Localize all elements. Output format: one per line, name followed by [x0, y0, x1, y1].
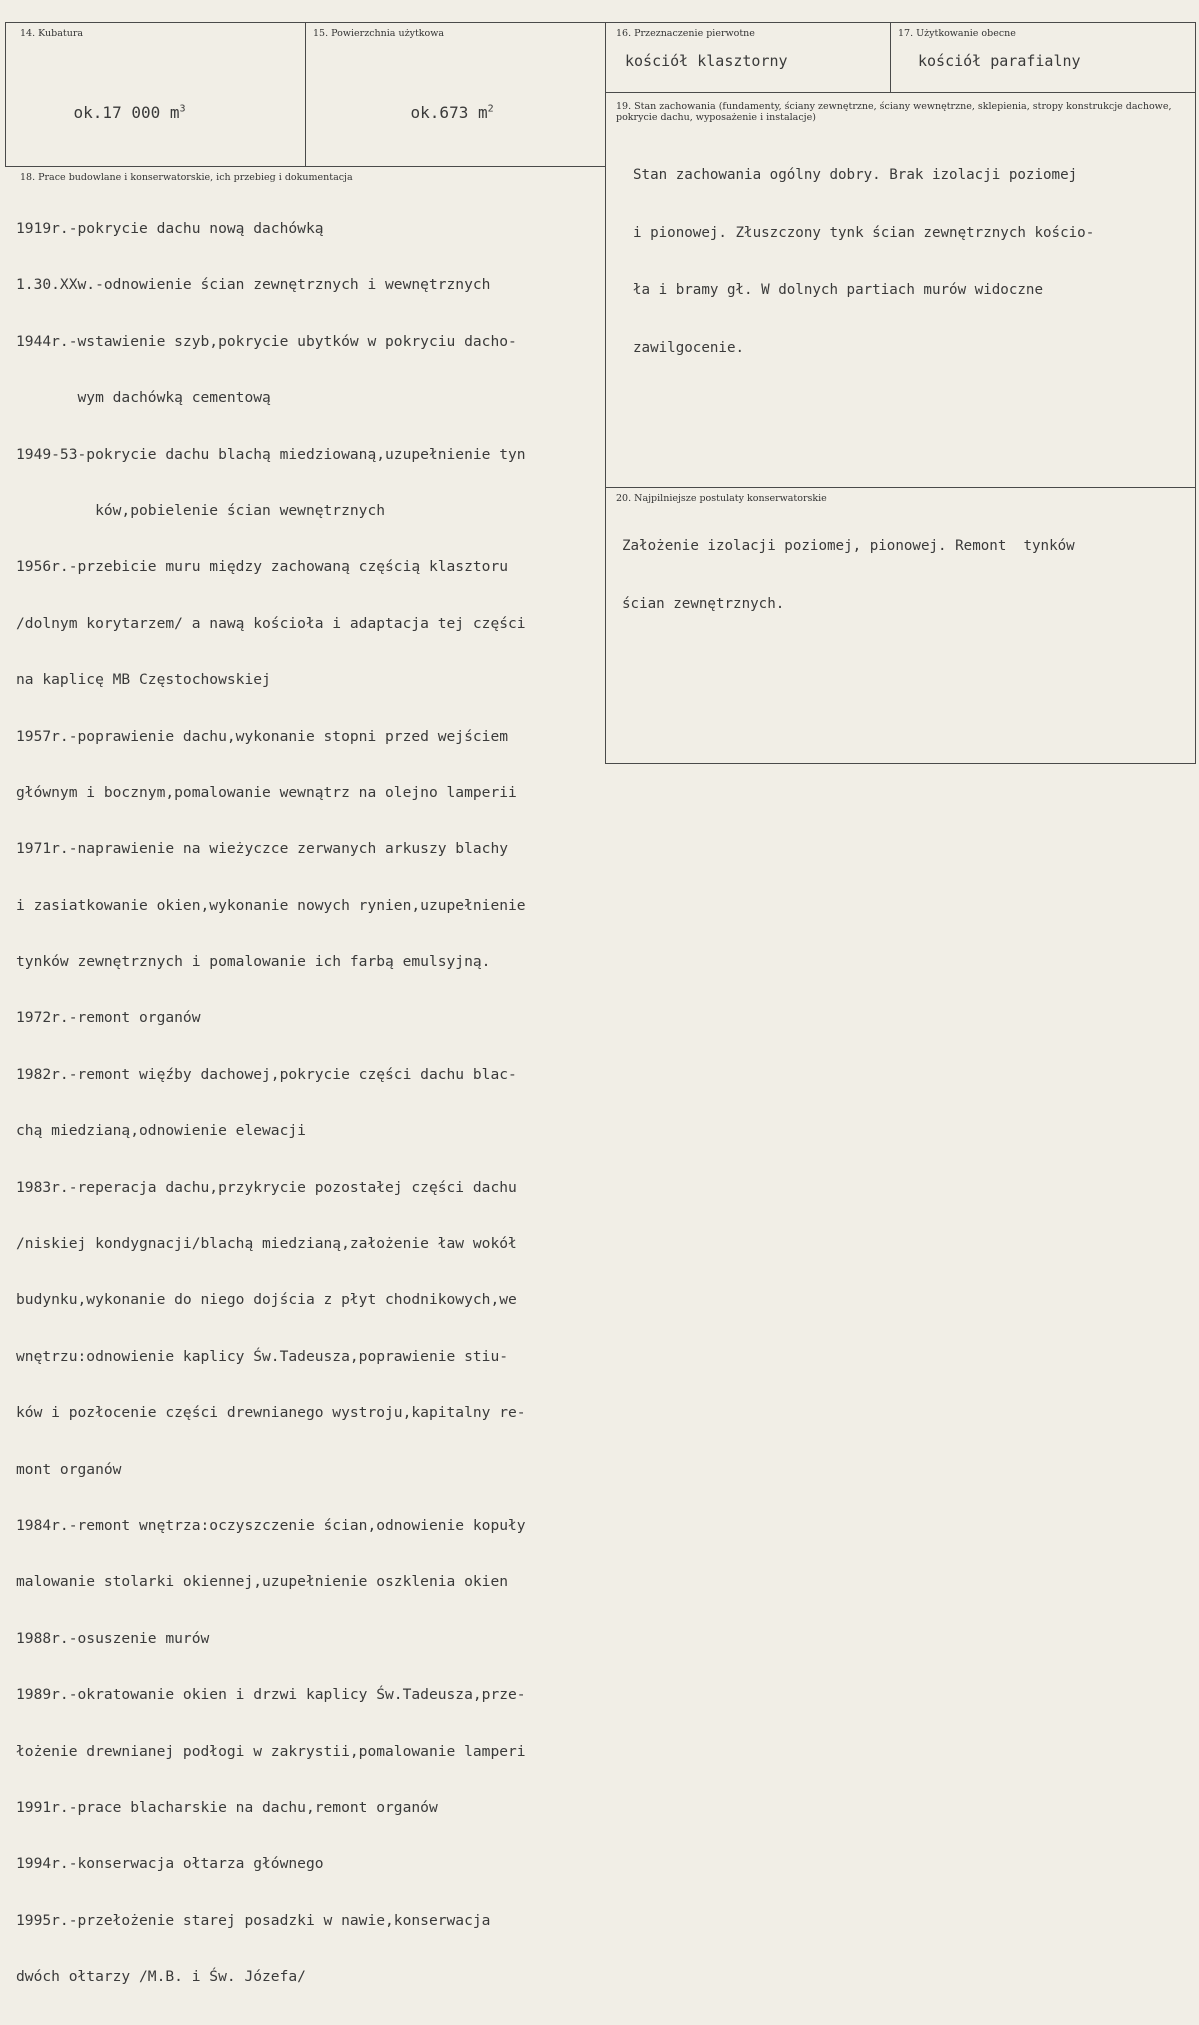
prace-line: na kaplicę MB Częstochowskiej — [16, 671, 271, 689]
stan-text — [633, 128, 1094, 396]
bottom-border — [605, 763, 1195, 764]
prace-line: 1919r.-pokrycie dachu nową dachówką — [16, 220, 324, 237]
prace-line: wnętrzu:odnowienie kaplicy Św.Tadeusza,poprawienie stiu- — [16, 1347, 509, 1365]
main-column-divider — [605, 22, 606, 764]
stan-line: Stan zachowania ogólny dobry. Brak izolacji poziomej — [633, 167, 1078, 183]
stan-label: 19. Stan zachowania (fundamenty, ściany zewnętrzne, ściany wewnętrzne, sklepienia, stropy konstrukcje dachowe, pokrycie dachu, wyposażenie i instalacje) — [616, 101, 1172, 123]
prace-line: dwóch ołtarzy /M.B. i Św. Józefa/ — [16, 1968, 306, 1986]
postulaty-line: Założenie izolacji poziomej, pionowej. Remont tynków — [622, 538, 1075, 554]
prace-line: 1957r.-poprawienie dachu,wykonanie stopni przed wejściem — [16, 727, 509, 745]
prace-line: 1983r.-reperacja dachu,przykrycie pozostałej części dachu — [16, 1178, 517, 1196]
prace-line: 1989r.-okratowanie okien i drzwi kaplicy Św.Tadeusza,prze- — [16, 1686, 526, 1704]
prace-line: 1972r.-remont organów — [16, 1009, 201, 1027]
divider-14-15 — [305, 22, 306, 167]
powierzchnia-value-text: ok.673 m — [410, 103, 488, 122]
prace-line: 1991r.-prace blacharskie na dachu,remont organów — [16, 1798, 438, 1816]
prace-line: tynków zewnętrznych i pomalowanie ich farbą emulsyjną. — [16, 953, 491, 971]
powierzchnia-value-exponent: 2 — [487, 103, 494, 115]
prace-line: chą miedzianą,odnowienie elewacji — [16, 1122, 306, 1140]
kubatura-value — [35, 84, 186, 141]
stan-line: i pionowej. Złuszczony tynk ścian zewnętrznych kościo- — [633, 224, 1095, 241]
prace-line: 1995r.-przełożenie starej posadzki w nawie,konserwacja — [16, 1911, 491, 1929]
row-divider-19-20 — [605, 487, 1195, 488]
powierzchnia-value — [372, 84, 494, 141]
postulaty-text — [622, 499, 1075, 652]
right-border — [1195, 22, 1196, 764]
powierzchnia-label: 15. Powierzchnia użytkowa — [313, 28, 445, 39]
prace-line: 1971r.-naprawienie na wieżyczce zerwanych arkuszy blachy — [16, 840, 509, 858]
prace-line: malowanie stolarki okiennej,uzupełnienie oszklenia okien — [16, 1573, 509, 1591]
left-border — [5, 22, 6, 167]
row1-divider-right — [605, 92, 1195, 93]
uzytkowanie-value: kościół parafialny — [918, 52, 1081, 70]
postulaty-label: 20. Najpilniejsze postulaty konserwatorskie — [616, 493, 827, 504]
prace-line: głównym i bocznym,pomalowanie wewnątrz na olejno lamperii — [16, 783, 517, 801]
prace-line: budynku,wykonanie do niego dojścia z płyt chodnikowych,we — [16, 1291, 517, 1309]
prace-line: i zasiatkowanie okien,wykonanie nowych rynien,uzupełnienie — [16, 896, 526, 914]
prace-label: 18. Prace budowlane i konserwatorskie, ich przebieg i dokumentacja — [20, 172, 353, 183]
postulaty-line: ścian zewnętrznych. — [622, 595, 785, 612]
prace-line: 1949-53-pokrycie dachu blachą miedziowaną,uzupełnienie tyn — [16, 445, 526, 463]
prace-line: 1994r.-konserwacja ołtarza głównego — [16, 1855, 324, 1873]
divider-16-17 — [890, 22, 891, 93]
uzytkowanie-label: 17. Użytkowanie obecne — [898, 28, 1016, 39]
prace-line: 1956r.-przebicie muru między zachowaną częścią klasztoru — [16, 558, 509, 576]
prace-line: /dolnym korytarzem/ a nawą kościoła i adaptacja tej części — [16, 614, 526, 632]
przeznaczenie-value: kościół klasztorny — [625, 52, 788, 70]
kubatura-value-text: ok.17 000 m — [73, 103, 180, 122]
stan-line: ła i bramy gł. W dolnych partiach murów widoczne — [633, 282, 1043, 298]
stan-line: zawilgocenie. — [633, 339, 745, 356]
top-border — [5, 22, 1195, 23]
kubatura-label: 14. Kubatura — [20, 28, 84, 39]
prace-line: ków i pozłocenie części drewnianego wystroju,kapitalny re- — [16, 1404, 526, 1422]
prace-line: 1982r.-remont więźby dachowej,pokrycie części dachu blac- — [16, 1065, 517, 1083]
kubatura-value-exponent: 3 — [179, 103, 186, 115]
prace-line: ków,pobielenie ścian wewnętrznych — [16, 501, 386, 519]
prace-line: mont organów — [16, 1460, 122, 1478]
prace-line: łożenie drewnianej podłogi w zakrystii,pomalowanie lamperi — [16, 1742, 526, 1760]
prace-line: 1984r.-remont wnętrza:oczyszczenie ścian,odnowienie kopuły — [16, 1516, 526, 1534]
prace-line: /niskiej kondygnacji/blachą miedzianą,założenie ław wokół — [16, 1235, 517, 1253]
przeznaczenie-label: 16. Przeznaczenie pierwotne — [616, 28, 755, 39]
prace-text — [16, 182, 604, 2025]
prace-line: 1944r.-wstawienie szyb,pokrycie ubytków w pokryciu dacho- — [16, 332, 517, 350]
prace-line: wym dachówką cementową — [16, 389, 271, 407]
prace-line: 1.30.XXw.-odnowienie ścian zewnętrznych i wewnętrznych — [16, 276, 491, 294]
prace-line: 1988r.-osuszenie murów — [16, 1629, 210, 1647]
